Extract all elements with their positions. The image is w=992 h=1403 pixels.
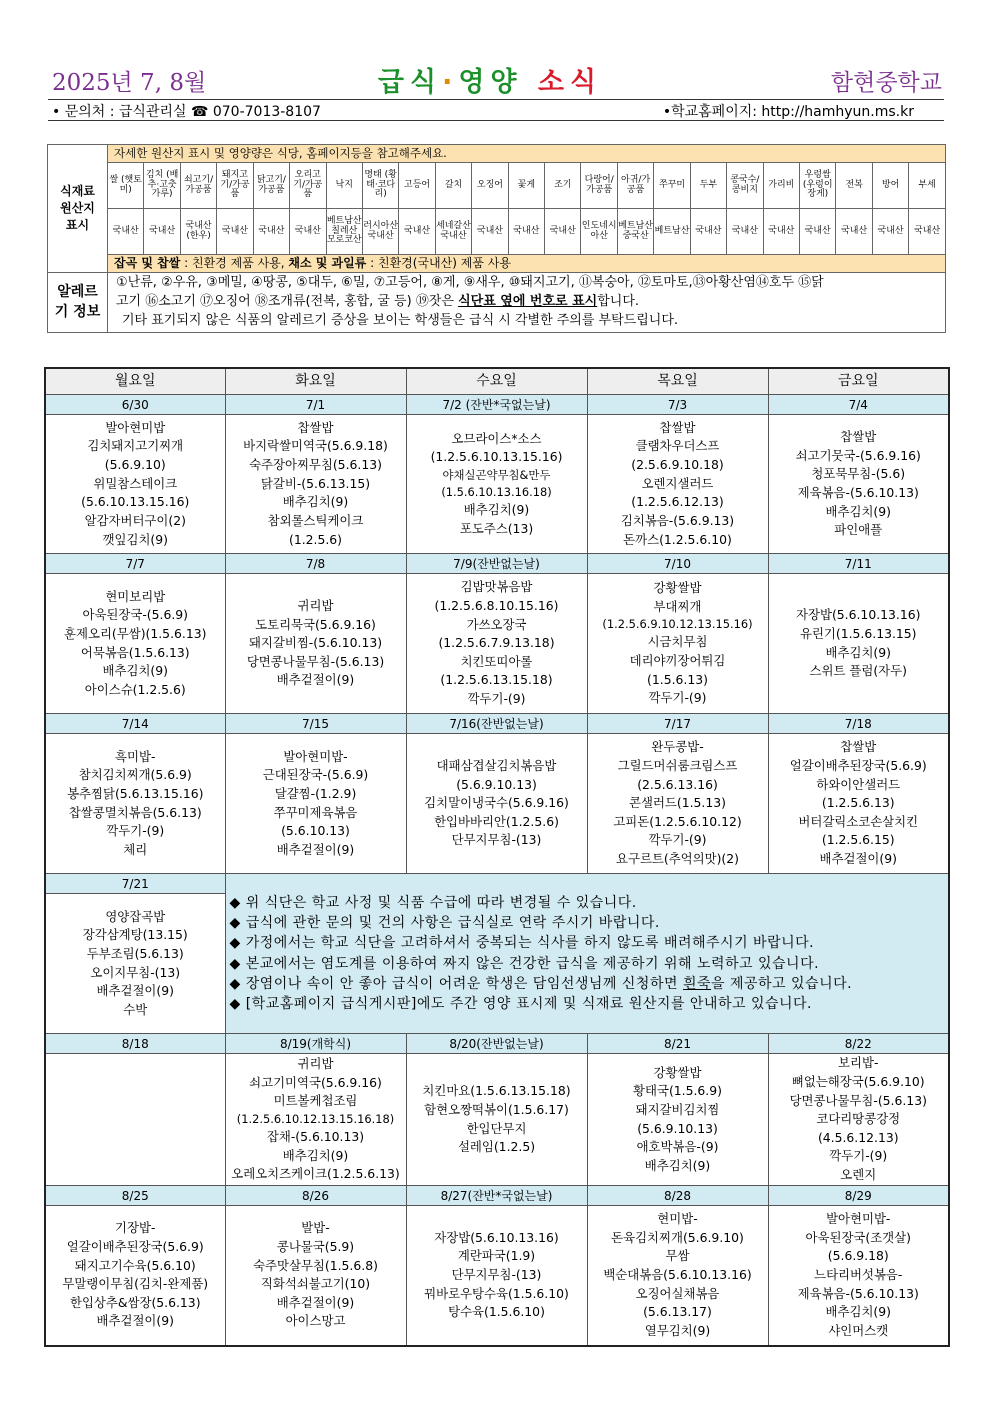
origin-item-value: 러시아산 국내산 bbox=[362, 209, 398, 255]
menu-item: 배추겉절이(9) bbox=[276, 672, 355, 688]
menu-item: 아이스망고 bbox=[285, 1313, 346, 1329]
menu-item: 아이스슈(1.2.5.6) bbox=[84, 681, 186, 697]
menu-item: 배추김치(9) bbox=[644, 1157, 711, 1173]
menu-item: 자장밥(5.6.10.13.16) bbox=[796, 607, 921, 623]
menu-item: 열무김치(9) bbox=[644, 1322, 711, 1338]
menu-item: (4.5.6.12.13) bbox=[817, 1129, 899, 1145]
notice-box bbox=[225, 874, 949, 1034]
origin-note: 자세한 원산지 표시 및 영양량은 식당, 홈페이지등을 참고해주세요. bbox=[108, 145, 946, 163]
menu-item: 깍두기-(9) bbox=[648, 832, 707, 848]
menu-item: 잡채-(5.6.10.13) bbox=[266, 1129, 365, 1145]
day-date: 7/4 bbox=[768, 395, 949, 415]
menu-item: 강황쌀밥 bbox=[653, 580, 702, 596]
day-date: 8/26 bbox=[225, 1186, 406, 1206]
day-date: 7/10 bbox=[587, 554, 768, 574]
menu-item: 한입바바리안(1.2.5.6) bbox=[434, 813, 559, 829]
menu-item: 깻잎김치(9) bbox=[102, 531, 168, 547]
menu-item: 오이지무침-(13) bbox=[90, 964, 181, 980]
menu-item: 당면콩나물무침-(5.6.13) bbox=[789, 1092, 927, 1108]
notice-item: ◆ 장염이나 속이 안 좋아 급식이 어려운 학생은 담임선생님께 신청하면 흰죽을 제공하고 있습니다. bbox=[229, 975, 853, 992]
day-menu bbox=[406, 415, 587, 554]
origin-table bbox=[47, 144, 946, 333]
origin-item-name: 쇠고기/가공품 bbox=[180, 163, 216, 209]
menu-item: 배추김치(9) bbox=[463, 502, 530, 518]
title-part-2: 영양 bbox=[458, 67, 523, 98]
menu-row bbox=[45, 734, 949, 874]
menu-item: 수박 bbox=[123, 1001, 148, 1017]
origin-item-value: 국내산 bbox=[872, 209, 908, 255]
menu-item: (5.6.9.10) bbox=[104, 457, 166, 473]
day-date: 7/7 bbox=[45, 554, 225, 574]
menu-item: 알감자버터구이(2) bbox=[84, 512, 186, 528]
origin-item-value: 국내산 bbox=[508, 209, 544, 255]
menu-item: 포도주스(13) bbox=[459, 520, 534, 536]
menu-item: 뼈없는해장국(5.6.9.10) bbox=[791, 1073, 925, 1089]
menu-item: 배추겉절이(9) bbox=[276, 841, 355, 857]
menu-item: 참외롤스틱케이크 bbox=[267, 512, 364, 528]
day-menu bbox=[45, 415, 225, 554]
day-date: 8/18 bbox=[45, 1034, 225, 1054]
day-menu bbox=[587, 1054, 768, 1186]
menu-row bbox=[45, 574, 949, 714]
day-date: 8/28 bbox=[587, 1186, 768, 1206]
menu-item: 쇠고기뭇국-(5.6.9.16) bbox=[795, 447, 921, 463]
menu-item: 클램차우더스프 bbox=[635, 438, 720, 454]
menu-item: (1.2.5.6.8.10.15.16) bbox=[434, 597, 559, 613]
menu-item: 돼지갈비찜-(5.6.10.13) bbox=[248, 635, 383, 651]
menu-item: 계란파국(1.9) bbox=[457, 1248, 536, 1264]
menu-item: 당면콩나물무침-(5.6.13) bbox=[246, 653, 385, 669]
origin-item-value: 국내산 bbox=[909, 209, 946, 255]
menu-item: 제육볶음-(5.6.10.13) bbox=[797, 1285, 919, 1301]
menu-item: 버터갈릭소코손살치킨 bbox=[798, 813, 919, 829]
menu-item: (5.6.9.18) bbox=[827, 1248, 889, 1264]
day-menu bbox=[768, 574, 949, 714]
day-menu bbox=[587, 1206, 768, 1346]
menu-item: 발아현미밥- bbox=[283, 748, 348, 764]
origin-item-name: 꽃게 bbox=[508, 163, 544, 209]
homepage-link[interactable]: •학교홈페이지: http://hamhyun.ms.kr bbox=[662, 104, 914, 120]
menu-item: 귀리밥 bbox=[297, 1056, 334, 1072]
menu-item: 스위트 플럼(자두) bbox=[809, 663, 907, 679]
menu-item: 미트볼케첩조림 bbox=[273, 1093, 358, 1109]
menu-item: 황태국(1.5.6.9) bbox=[633, 1083, 722, 1099]
menu-item: 샤인머스캣 bbox=[828, 1322, 889, 1338]
notice-item: ◆ [학교홈페이지 급식게시판]에도 주간 영양 표시제 및 식재료 원산지를 안내하고 있습니다. bbox=[229, 996, 813, 1013]
day-date: 6/30 bbox=[45, 395, 225, 415]
menu-item: 찹쌀밥 bbox=[840, 739, 877, 755]
header-date: 2025년 7, 8월 bbox=[52, 70, 207, 96]
menu-item: 오징어실채볶음 bbox=[635, 1285, 720, 1301]
origin-item-name: 방어 bbox=[872, 163, 908, 209]
menu-item: 깍두기-(9) bbox=[106, 823, 165, 839]
weekday-header: 화요일 bbox=[225, 368, 406, 395]
menu-row bbox=[45, 1206, 949, 1346]
origin-item-value: 국내산 bbox=[690, 209, 726, 255]
menu-item: 쭈꾸미제육볶음 bbox=[273, 804, 358, 820]
menu-item: 코다리땅콩강정 bbox=[816, 1111, 901, 1127]
menu-item: 발아현미밥 bbox=[105, 419, 166, 435]
menu-item: 그릴드머쉬룸크림스프 bbox=[617, 757, 738, 773]
menu-item: 보리밥- bbox=[838, 1055, 879, 1071]
menu-item: 데리야끼장어튀김 bbox=[629, 653, 726, 669]
day-date: 7/16(잔반없는날) bbox=[406, 714, 587, 734]
title-part-1: 급식 bbox=[377, 67, 443, 98]
menu-item: (2.5.6.13.16) bbox=[637, 776, 718, 792]
menu-item: 영양잡곡밥 bbox=[105, 908, 166, 924]
menu-item: (5.6.13.17) bbox=[643, 1304, 712, 1320]
menu-item: 배추겉절이(9) bbox=[96, 1313, 174, 1329]
date-row bbox=[45, 1034, 949, 1054]
origin-item-name: 쌀 (햇토미) bbox=[108, 163, 144, 209]
origin-item-value: 국내산 bbox=[253, 209, 289, 255]
menu-item: 아욱된장국-(5.6.9) bbox=[82, 607, 188, 623]
menu-item: 현미보리밥 bbox=[105, 588, 166, 604]
title-part-3: 소식 bbox=[537, 67, 603, 98]
menu-item: 배추김치(9) bbox=[825, 1304, 891, 1320]
origin-row-label: 식재료 원산지 표시 bbox=[48, 145, 108, 273]
menu-item: 두부조림(5.6.13) bbox=[86, 945, 184, 961]
notice-item: ◆ 위 식단은 학교 사정 및 식품 수급에 따라 변경될 수 있습니다. bbox=[229, 894, 637, 911]
weekday-header-row bbox=[45, 368, 949, 395]
origin-item-value: 베트남산 중국산 bbox=[617, 209, 653, 255]
menu-item: 쇠고기미역국(5.6.9.16) bbox=[249, 1074, 382, 1090]
menu-item: 흑미밥- bbox=[115, 748, 156, 764]
menu-item: 장각삼계탕(13.15) bbox=[82, 927, 188, 943]
menu-item: 완두콩밥- bbox=[651, 739, 704, 755]
notice-item: ◆ 급식에 관한 문의 및 건의 사항은 급식실로 연락 주시기 바랍니다. bbox=[229, 914, 660, 931]
menu-item: 얼갈이배추된장국(5.6.9) bbox=[66, 1239, 204, 1255]
allergy-info bbox=[108, 273, 946, 333]
origin-item-name: 닭고기/가공품 bbox=[253, 163, 289, 209]
menu-item: 청포묵무침-(5.6) bbox=[811, 466, 906, 482]
menu-item: 깍두기-(9) bbox=[467, 691, 526, 707]
menu-item: 귀리밥 bbox=[297, 597, 334, 613]
menu-item: (5.6.9.10.13) bbox=[637, 1120, 718, 1136]
menu-item: (1.5.6.13) bbox=[647, 671, 708, 687]
origin-item-value: 국내산 bbox=[836, 209, 872, 255]
day-menu bbox=[45, 1206, 225, 1346]
menu-item: 가쓰오장국 bbox=[466, 616, 527, 632]
menu-item: 오므라이스*소스 bbox=[451, 430, 542, 446]
menu-item: 무말랭이무침(김치-완제품) bbox=[62, 1276, 209, 1292]
origin-item-name: 돼지고기/가공품 bbox=[217, 163, 253, 209]
day-menu bbox=[225, 415, 406, 554]
menu-item: 김밥맛볶음밥 bbox=[460, 579, 533, 595]
menu-row bbox=[45, 415, 949, 554]
day-menu bbox=[768, 415, 949, 554]
allergy-line-3: 기타 표기되지 않은 식품의 알레르기 증상을 보이는 학생들은 급식 시 각별한 주의를 부탁드립니다. bbox=[122, 312, 679, 328]
origin-item-value: 국내산 bbox=[217, 209, 253, 255]
origin-item-name: 조기 bbox=[545, 163, 581, 209]
day-date: 7/3 bbox=[587, 395, 768, 415]
weekday-header: 수요일 bbox=[406, 368, 587, 395]
day-date: 7/1 bbox=[225, 395, 406, 415]
origin-item-value: 국내산 bbox=[545, 209, 581, 255]
menu-item: 배추김치(9) bbox=[825, 503, 891, 519]
menu-item: 오레오치즈케이크(1.2.5.6.13) bbox=[231, 1166, 400, 1182]
menu-item: 찹쌀밥 bbox=[297, 419, 334, 435]
menu-item: (1.2.5.6.10.12.13.15.16.18) bbox=[236, 1111, 395, 1126]
day-date: 7/2 (잔반*국없는날) bbox=[406, 395, 587, 415]
notice-item: ◆ 가정에서는 학교 식단을 고려하셔서 중복되는 식사를 하지 않도록 배려해주시기 바랍니다. bbox=[229, 935, 815, 952]
day-menu bbox=[768, 734, 949, 874]
menu-item: (1.2.5.6.13) bbox=[821, 795, 895, 811]
origin-item-value: 국내산 bbox=[144, 209, 180, 255]
menu-item: 찹쌀밥 bbox=[840, 429, 877, 445]
menu-item: 강황쌀밥 bbox=[653, 1064, 702, 1080]
menu-item: 콘샐러드(1.5.13) bbox=[629, 795, 726, 811]
menu-item: 한입단무지 bbox=[466, 1120, 527, 1136]
menu-item: (1.2.5.6.7.9.13.18) bbox=[438, 635, 555, 651]
menu-item: 깍두기-(9) bbox=[829, 1148, 888, 1164]
date-row bbox=[45, 714, 949, 734]
origin-item-name: 고등어 bbox=[399, 163, 435, 209]
day-menu bbox=[45, 574, 225, 714]
menu-item: 애호박볶음-(9) bbox=[636, 1139, 719, 1155]
day-menu bbox=[768, 1054, 949, 1186]
origin-item-value: 베트남산 bbox=[654, 209, 690, 255]
origin-item-value: 베트남산 칠레산 모로코산 bbox=[326, 209, 362, 255]
menu-item: 탕수육(1.5.6.10) bbox=[448, 1304, 545, 1320]
menu-item: 고피돈(1.2.5.6.10.12) bbox=[613, 813, 742, 829]
menu-item: 배추김치(9) bbox=[102, 663, 168, 679]
day-date: 7/11 bbox=[768, 554, 949, 574]
allergy-line-2: 고기 ⑯소고기 ⑰오징어 ⑱조개류(전복, 홍합, 굴 등) ⑲잣은 식단표 옆에 번호로 표시합니다. bbox=[116, 294, 640, 310]
origin-item-value: 국내산 bbox=[399, 209, 435, 255]
menu-item: 부대찌개 bbox=[653, 598, 702, 614]
menu-item: 직화석쇠불고기(10) bbox=[260, 1276, 371, 1292]
menu-item: 닭갈비-(5.6.13.15) bbox=[260, 475, 371, 491]
day-menu bbox=[406, 574, 587, 714]
day-date: 8/19(개학식) bbox=[225, 1034, 406, 1054]
menu-item: (1.2.5.6.15) bbox=[821, 832, 895, 848]
day-menu bbox=[406, 1054, 587, 1186]
menu-item: 한입상추&쌈장(5.6.13) bbox=[69, 1294, 201, 1310]
menu-item: 단무지무침-(13) bbox=[451, 1266, 542, 1282]
day-menu bbox=[587, 734, 768, 874]
day-date: 7/18 bbox=[768, 714, 949, 734]
menu-item: 어묵볶음(1.5.6.13) bbox=[80, 644, 190, 660]
menu-item: 근대된장국-(5.6.9) bbox=[262, 767, 369, 783]
date-row bbox=[45, 395, 949, 415]
menu-item: 김치볶음-(5.6.9.13) bbox=[620, 512, 735, 528]
menu-item: 달걀찜-(1.2.9) bbox=[274, 785, 357, 801]
menu-item: 설레임(1.2.5) bbox=[457, 1139, 536, 1155]
menu-item: 참치김치찌개(5.6.9) bbox=[78, 767, 192, 783]
menu-item: 치킨또띠아롤 bbox=[460, 653, 533, 669]
allergy-line-1: ①난류, ②우유, ③메밀, ④땅콩, ⑤대두, ⑥밀, ⑦고등어, ⑧게, ⑨새우, ⑩돼지고기, ⑪복숭아, ⑫토마토,⑬아황산염⑭호두 ⑮닭 bbox=[116, 275, 824, 291]
day-date: 7/21 bbox=[45, 874, 225, 894]
origin-item-value: 국내산(한우) bbox=[180, 209, 216, 255]
day-menu bbox=[225, 1054, 406, 1186]
menu-item: 얼갈이배추된장국(5.6.9) bbox=[789, 757, 927, 773]
menu-item: 돼지갈비김치찜 bbox=[635, 1101, 720, 1117]
menu-item: (5.6.10.13) bbox=[281, 823, 350, 839]
menu-item: 요구르트(추억의맛)(2) bbox=[616, 851, 739, 867]
menu-item: 파인애플 bbox=[834, 522, 883, 538]
origin-item-name: 명태 (황태·코다리) bbox=[362, 163, 398, 209]
page-header bbox=[48, 60, 944, 100]
menu-item: 김치말이냉국수(5.6.9.16) bbox=[424, 795, 569, 811]
menu-item: 치킨마요(1.5.6.13.15.18) bbox=[422, 1083, 571, 1099]
menu-item: 배추겉절이(9) bbox=[96, 983, 174, 999]
meal-calendar bbox=[44, 367, 950, 1347]
menu-item: 위밀참스테이크 bbox=[93, 475, 178, 491]
menu-item: (1.2.5.6.9.10.12.13.15.16) bbox=[602, 617, 753, 632]
origin-item-name: 부세 bbox=[909, 163, 946, 209]
menu-item: 유린기(1.5.6.13.15) bbox=[799, 625, 917, 641]
weekday-header: 금요일 bbox=[768, 368, 949, 395]
day-date: 8/20(잔반없는날) bbox=[406, 1034, 587, 1054]
origin-item-value: 세네갈산 국내산 bbox=[435, 209, 471, 255]
menu-item: 숙주맛살무침(1.5.6.8) bbox=[253, 1257, 378, 1273]
menu-item: (5.6.10.13.15.16) bbox=[81, 494, 190, 510]
menu-item: (1.2.5.6.13.15.18) bbox=[440, 672, 553, 688]
menu-item: (1.2.5.6) bbox=[288, 531, 343, 547]
origin-item-name: 오리고기/가공품 bbox=[290, 163, 326, 209]
menu-item: 김치돼지고기찌개 bbox=[87, 438, 184, 454]
menu-item: 단무지무침-(13) bbox=[451, 832, 542, 848]
origin-item-name: 두부 bbox=[690, 163, 726, 209]
origin-item-value: 국내산 bbox=[108, 209, 144, 255]
menu-item: 바지락쌀미역국(5.6.9.18) bbox=[243, 438, 388, 454]
menu-item: 백순대볶음(5.6.10.13.16) bbox=[603, 1266, 752, 1282]
menu-item: 찹쌀밥 bbox=[659, 419, 696, 435]
menu-item: 느타리버섯볶음- bbox=[814, 1266, 903, 1282]
origin-item-name: 우렁쌈 (우렁이장게) bbox=[800, 163, 836, 209]
menu-item: 배추김치(9) bbox=[282, 1147, 349, 1163]
date-row bbox=[45, 1186, 949, 1206]
allergy-label: 알레르 기 정보 bbox=[48, 273, 108, 333]
menu-item: 배추김치(9) bbox=[282, 494, 349, 510]
menu-item: 돈육김치찌개(5.6.9.10) bbox=[611, 1229, 744, 1245]
day-menu bbox=[587, 574, 768, 714]
contact-bar bbox=[48, 99, 944, 121]
day-menu bbox=[406, 1206, 587, 1346]
origin-item-value: 국내산 bbox=[763, 209, 799, 255]
menu-item: 깍두기-(9) bbox=[648, 690, 707, 706]
menu-item: 봉추찜닭(5.6.13.15.16) bbox=[67, 785, 204, 801]
day-menu bbox=[225, 734, 406, 874]
menu-item: 콩나물국(5.9) bbox=[276, 1239, 355, 1255]
origin-item-name: 오징어 bbox=[472, 163, 508, 209]
day-date: 8/27(잔반*국없는날) bbox=[406, 1186, 587, 1206]
origin-item-name: 김치 (배추·고춧가루) bbox=[144, 163, 180, 209]
day-date: 8/25 bbox=[45, 1186, 225, 1206]
weekday-header: 목요일 bbox=[587, 368, 768, 395]
menu-item: 무쌈 bbox=[665, 1248, 690, 1264]
origin-item-value: 국내산 bbox=[800, 209, 836, 255]
origin-item-name: 갈치 bbox=[435, 163, 471, 209]
menu-item: 현미밥- bbox=[657, 1211, 698, 1227]
origin-item-name: 다랑어/가공품 bbox=[581, 163, 617, 209]
menu-item: 배추겉절이(9) bbox=[819, 851, 897, 867]
day-menu bbox=[45, 894, 225, 1034]
eco-note: 잡곡 및 찹쌀 : 친환경 제품 사용, 채소 및 과일류 : 친환경(국내산) 제품 사용 bbox=[108, 255, 946, 273]
menu-item: 꿔바로우탕수육(1.5.6.10) bbox=[424, 1285, 569, 1301]
menu-item: 발아현미밥- bbox=[826, 1211, 891, 1227]
day-date: 8/29 bbox=[768, 1186, 949, 1206]
menu-item: 체리 bbox=[123, 841, 148, 857]
origin-item-name: 쭈꾸미 bbox=[654, 163, 690, 209]
menu-item: (1.2.5.6.10.13.15.16) bbox=[430, 449, 563, 465]
day-date: 7/15 bbox=[225, 714, 406, 734]
origin-item-name: 전복 bbox=[836, 163, 872, 209]
day-date: 8/21 bbox=[587, 1034, 768, 1054]
weekday-header: 월요일 bbox=[45, 368, 225, 395]
date-row bbox=[45, 874, 949, 894]
school-name: 함현중학교 bbox=[830, 70, 942, 96]
day-date: 8/22 bbox=[768, 1034, 949, 1054]
menu-item: 함현오짱떡볶이(1.5.6.17) bbox=[424, 1101, 569, 1117]
menu-item: 하와이안샐러드 bbox=[816, 776, 901, 792]
menu-item: 아욱된장국(조갯살) bbox=[805, 1229, 911, 1245]
menu-item: 야채실곤약무침&만두(1.5.6.10.13.16.18) bbox=[441, 467, 552, 499]
menu-item: 발밥- bbox=[301, 1220, 330, 1236]
menu-item: 시금치무침 bbox=[647, 634, 708, 650]
origin-item-value: 국내산 bbox=[727, 209, 763, 255]
day-date: 7/14 bbox=[45, 714, 225, 734]
origin-item-name: 콩국수/콩비지 bbox=[727, 163, 763, 209]
menu-item: 제육볶음-(5.6.10.13) bbox=[797, 485, 919, 500]
menu-item: 자장밥(5.6.10.13.16) bbox=[434, 1229, 559, 1245]
day-date: 7/17 bbox=[587, 714, 768, 734]
day-menu bbox=[45, 1054, 225, 1186]
day-menu bbox=[225, 1206, 406, 1346]
origin-item-value: 국내산 bbox=[472, 209, 508, 255]
day-menu bbox=[45, 734, 225, 874]
day-date: 7/9(잔반없는날) bbox=[406, 554, 587, 574]
day-menu bbox=[768, 1206, 949, 1346]
origin-item-value: 인도네시아산 bbox=[581, 209, 617, 255]
title-dot: · bbox=[442, 67, 459, 98]
menu-item: 기장밥- bbox=[115, 1220, 156, 1236]
newsletter-title bbox=[310, 60, 670, 99]
day-menu bbox=[225, 574, 406, 714]
origin-item-name: 낙지 bbox=[326, 163, 362, 209]
menu-item: 돼지고기수육(5.6.10) bbox=[74, 1257, 196, 1273]
origin-item-name: 아귀/가공품 bbox=[617, 163, 653, 209]
menu-item: 대패삼겹살김치볶음밥 bbox=[436, 757, 557, 773]
menu-item: 배추겉절이(9) bbox=[276, 1294, 355, 1310]
menu-item: 배추김치(9) bbox=[825, 644, 891, 660]
notice-item: ◆ 본교에서는 염도계를 이용하여 짜지 않은 건강한 급식을 제공하기 위해 노력하고 있습니다. bbox=[229, 955, 820, 972]
menu-item: 찹쌀콩멸치볶음(5.6.13) bbox=[68, 804, 202, 820]
day-menu bbox=[587, 415, 768, 554]
menu-item: (2.5.6.9.10.18) bbox=[631, 457, 724, 473]
menu-item: (5.6.9.10.13) bbox=[456, 776, 537, 792]
day-date: 7/8 bbox=[225, 554, 406, 574]
contact-info: • 문의처 : 급식관리실 ☎ 070-7013-8107 bbox=[52, 104, 321, 120]
menu-item: 오렌지샐러드 bbox=[641, 475, 714, 491]
menu-item: 훈제오리(무쌈)(1.5.6.13) bbox=[64, 625, 207, 641]
menu-row bbox=[45, 1054, 949, 1186]
menu-item: 숙주장아찌무침(5.6.13) bbox=[249, 457, 382, 473]
menu-item: (1.2.5.6.12.13) bbox=[631, 494, 724, 510]
menu-item: 오렌지 bbox=[840, 1167, 877, 1183]
menu-item: 도토리묵국(5.6.9.16) bbox=[255, 616, 376, 632]
origin-item-name: 가리비 bbox=[763, 163, 799, 209]
day-menu bbox=[406, 734, 587, 874]
origin-item-value: 국내산 bbox=[290, 209, 326, 255]
date-row bbox=[45, 554, 949, 574]
menu-item: 돈까스(1.2.5.6.10) bbox=[623, 531, 732, 547]
